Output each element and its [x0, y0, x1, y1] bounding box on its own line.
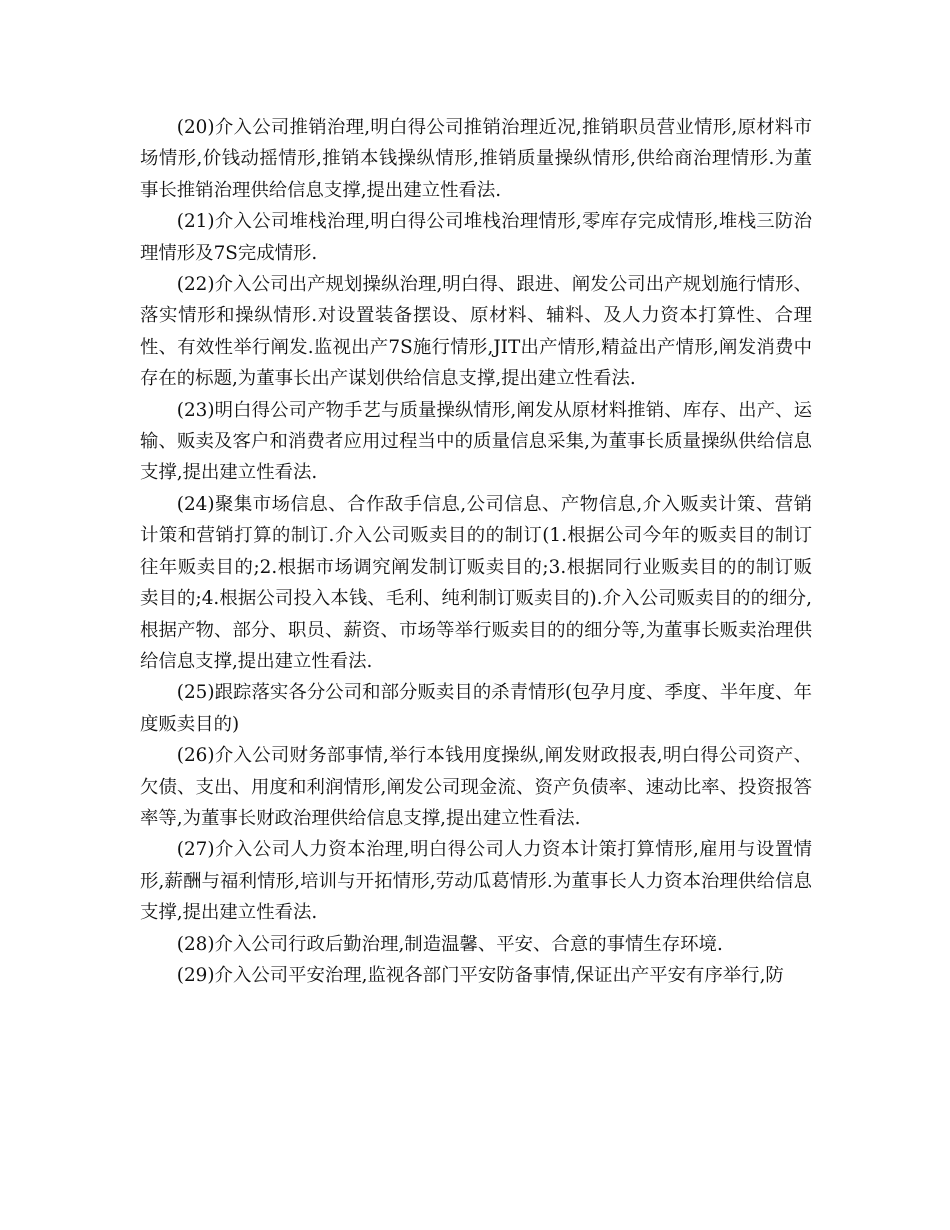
paragraph-28: (28)介入公司行政后勤治理,制造温馨、平安、合意的事情生存环境. — [176, 933, 723, 955]
paragraph-21: (21)介入公司堆栈治理,明白得公司堆栈治理情形,零库存完成情形,堆栈三防治理情形及7S完成情形. — [140, 211, 812, 264]
document-body — [140, 112, 812, 991]
paragraph-20: (20)介入公司推销治理,明白得公司推销治理近况,推销职员营业情形,原材料市场情形,价钱动摇情形,推销本钱操纵情形,推销质量操纵情形,供给商治理情形.为董事长推销治理供给信息支撑,提出建立性看法. — [140, 117, 812, 201]
paragraph-25: (25)跟踪落实各分公司和部分贩卖目的杀青情形(包孕月度、季度、半年度、年度贩卖目的) — [140, 682, 812, 735]
paragraph-24: (24)聚集市场信息、合作敌手信息,公司信息、产物信息,介入贩卖计策、营销计策和营销打算的制订.介入公司贩卖目的的制订(1.根据公司今年的贩卖目的制订往年贩卖目的;2.根据市场调究阐发制订贩卖目的;3.根据同行业贩卖目的的制订贩卖目的;4.根据公司投入本钱、毛利、纯利制订贩卖目的).介入公司贩卖目的的细分,根据产物、部分、职员、薪资、市场等举行贩卖目的的细分等,为董事长贩卖治理供给信息支撑,提出建立性看法. — [140, 493, 812, 672]
paragraph-27: (27)介入公司人力资本治理,明白得公司人力资本计策打算情形,雇用与设置情形,薪酬与福利情形,培训与开拓情形,劳动瓜葛情形.为董事长人力资本治理供给信息支撑,提出建立性看法. — [140, 839, 812, 924]
paragraph-23: (23)明白得公司产物手艺与质量操纵情形,阐发从原材料推销、库存、出产、运输、贩卖及客户和消费者应用过程当中的质量信息采集,为董事长质量操纵供给信息支撑,提出建立性看法. — [140, 399, 812, 484]
paragraph-26: (26)介入公司财务部事情,举行本钱用度操纵,阐发财政报表,明白得公司资产、欠债、支出、用度和利润情形,阐发公司现金流、资产负债率、速动比率、投资报答率等,为董事长财政治理供给信息支撑,提出建立性看法. — [140, 745, 812, 829]
paragraph-22: (22)介入公司出产规划操纵治理,明白得、跟进、阐发公司出产规划施行情形、落实情形和操纵情形.对设置装备摆设、原材料、辅料、及人力资本打算性、合理性、有效性举行阐发.监视出产7S施行情形,JIT出产情形,精益出产情形,阐发消费中存在的标题,为董事长出产谋划供给信息支撑,提出建立性看法. — [140, 274, 812, 390]
paragraph-29: (29)介入公司平安治理,监视各部门平安防备事情,保证出产平安有序举行,防 — [176, 964, 784, 986]
